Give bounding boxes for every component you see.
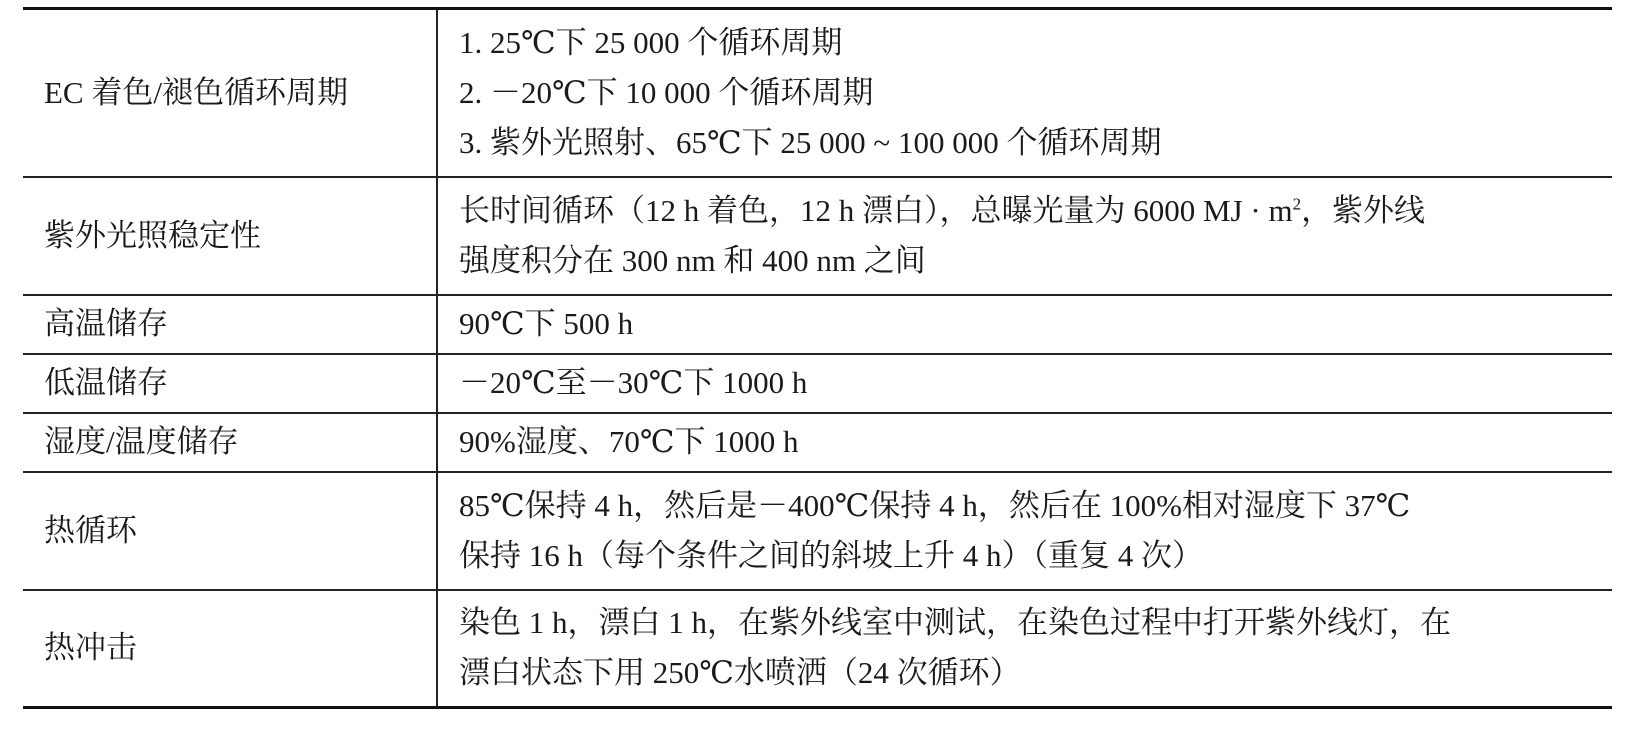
test-item-cell: 高温储存 [23,295,437,354]
table-row [23,354,1612,413]
test-item-cell: 湿度/温度储存 [23,413,437,472]
table-row [23,295,1612,354]
test-condition-cell [437,9,1612,177]
condition-line [459,186,1594,236]
test-item-cell: 紫外光照稳定性 [23,177,437,295]
table-row [23,177,1612,295]
condition-line: 漂白状态下用 250℃水喷洒（24 次循环） [459,655,1021,691]
condition-line: 保持 16 h（每个条件之间的斜坡上升 4 h）（重复 4 次） [459,537,1203,573]
condition-line: 强度积分在 300 nm 和 400 nm 之间 [459,242,926,278]
condition-line: －20℃至－30℃下 1000 h [459,365,808,400]
table-row [23,413,1612,472]
condition-line: 90℃下 500 h [459,306,634,341]
table-row [23,590,1612,708]
test-condition-cell [437,413,1612,472]
test-condition-cell [437,295,1612,354]
condition-text: ，紫外线 [1301,192,1426,228]
test-item-cell: EC 着色/褪色循环周期 [23,9,437,177]
condition-text: 长时间循环（12 h 着色，12 h 漂白），总曝光量为 6000 MJ · m [459,192,1293,228]
table-row [23,9,1612,177]
condition-line: 染色 1 h，漂白 1 h，在紫外线室中测试，在染色过程中打开紫外线灯，在 [459,605,1451,641]
test-condition-cell [437,472,1612,590]
test-item-cell: 低温储存 [23,354,437,413]
test-conditions-table [23,7,1612,709]
test-condition-cell [437,177,1612,295]
superscript: 2 [1292,194,1302,214]
table-row [23,472,1612,590]
test-item-cell: 热冲击 [23,590,437,708]
test-condition-cell [437,590,1612,708]
test-condition-cell [437,354,1612,413]
test-item-cell: 热循环 [23,472,437,590]
condition-line: 3. 紫外光照射、65℃下 25 000 ~ 100 000 个循环周期 [459,124,1162,160]
condition-line: 2. －20℃下 10 000 个循环周期 [459,74,874,110]
condition-line: 90%湿度、70℃下 1000 h [459,424,799,459]
condition-line: 1. 25℃下 25 000 个循环周期 [459,24,843,60]
condition-line: 85℃保持 4 h，然后是－400℃保持 4 h，然后在 100%相对湿度下 37℃ [459,487,1411,523]
